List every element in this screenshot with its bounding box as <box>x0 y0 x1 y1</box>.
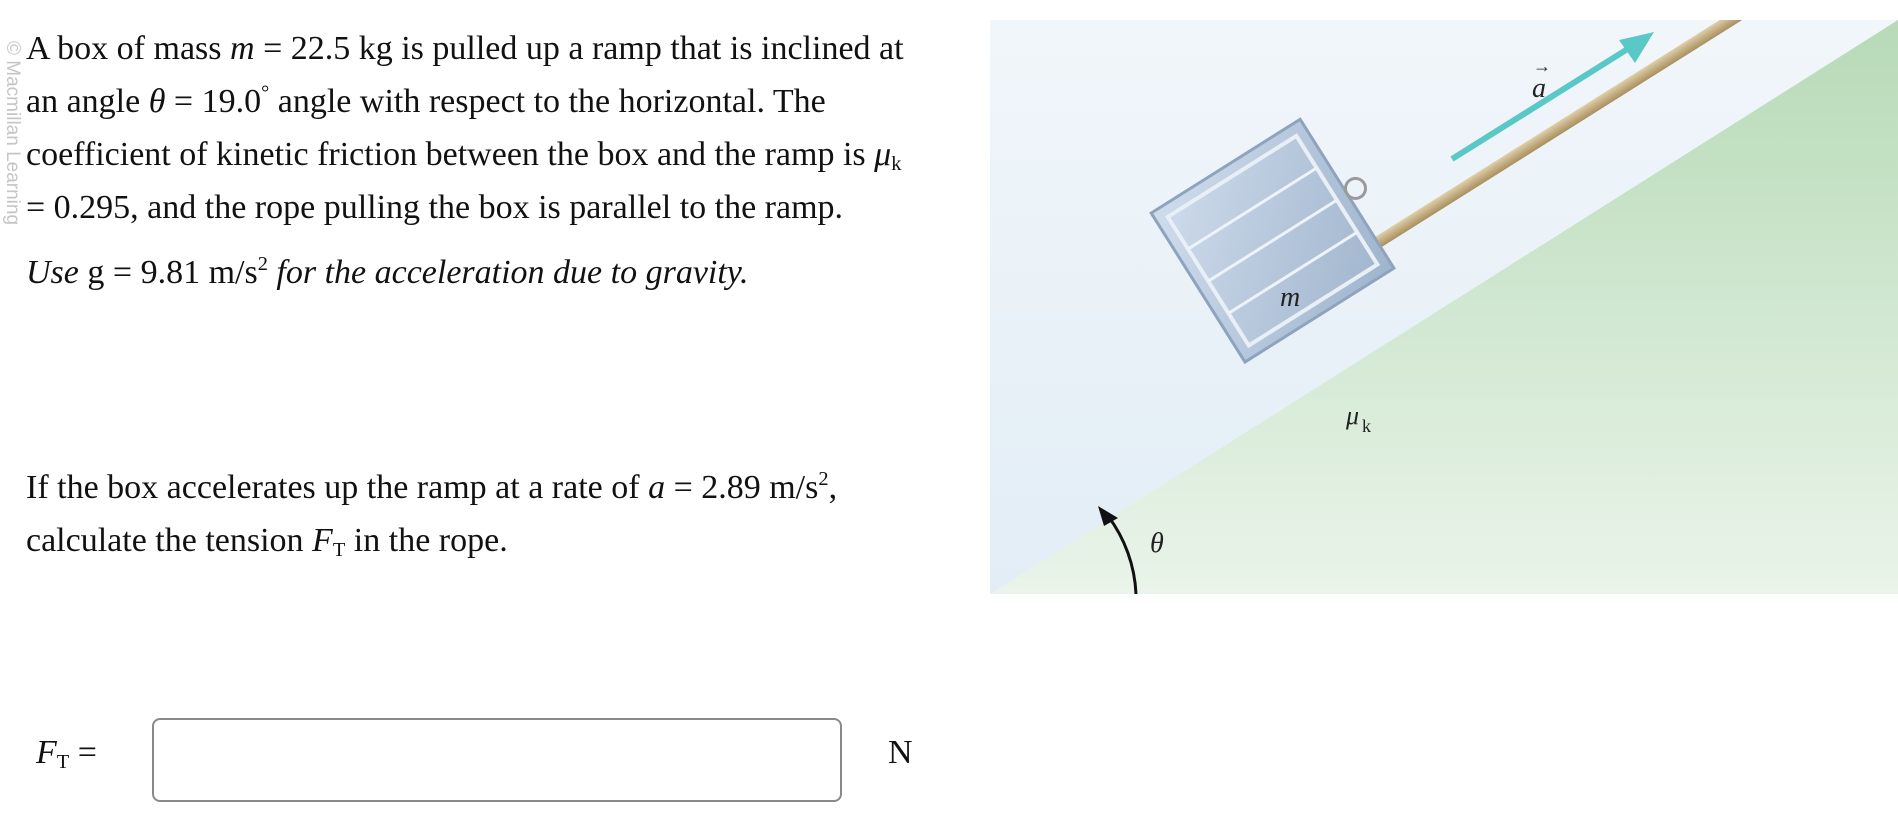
answer-label <box>36 734 97 772</box>
mu-label: μ <box>1346 401 1360 430</box>
text-segment: If the box accelerates up the ramp at a rate of <box>26 469 649 506</box>
mu-subscript: k <box>891 153 902 176</box>
text-segment: Use <box>26 254 88 291</box>
exponent: 2 <box>257 252 268 275</box>
text-segment: in the rope. <box>345 522 508 559</box>
text-segment: , calculate the tension <box>26 469 838 559</box>
exponent: 2 <box>818 467 829 490</box>
text-segment: = 22.5 kg is pulled up a ramp that is inclined at an angle <box>26 30 904 120</box>
text-segment: = 0.295, and the rope pulling the box is parallel to the ramp. <box>26 189 844 226</box>
accel-label: a <box>1532 73 1546 104</box>
text-segment: for the acceleration due to gravity. <box>267 254 749 291</box>
text-segment: = 2.89 m/s <box>665 469 819 506</box>
ramp-figure <box>990 20 1898 594</box>
mu-symbol: μ <box>874 136 892 173</box>
problem-paragraph-given <box>26 22 926 234</box>
degree-symbol: ° <box>261 81 270 104</box>
accel-symbol: a <box>648 469 666 506</box>
mass-symbol: m <box>230 30 255 67</box>
question-paragraph <box>26 461 926 567</box>
text-segment: A box of mass <box>26 30 230 67</box>
mass-label: m <box>1280 282 1301 313</box>
tension-answer-input[interactable] <box>152 718 842 802</box>
tension-symbol: F <box>36 734 57 771</box>
equals-sign: = <box>69 734 97 771</box>
unit-label: N <box>888 734 913 771</box>
gravity-note <box>26 246 926 299</box>
tension-subscript: T <box>332 539 346 562</box>
tension-subscript: T <box>56 751 70 774</box>
tension-symbol: F <box>312 522 333 559</box>
problem-statement <box>26 22 926 299</box>
copyright-watermark: © Macmillan Learning <box>2 41 23 226</box>
text-segment: = 19.0 <box>165 83 262 120</box>
answer-row <box>36 718 936 802</box>
angle-label: θ <box>1150 528 1164 559</box>
vector-arrow-icon: → <box>1533 56 1551 76</box>
text-segment: angle with respect to the horizontal. The coefficient of kinetic friction between the box and the ramp is <box>26 83 875 173</box>
mu-subscript-label: k <box>1362 416 1371 436</box>
theta-symbol: θ <box>148 83 166 120</box>
gravity-value: g = 9.81 m/s <box>87 254 258 291</box>
ramp-diagram <box>990 20 1898 594</box>
